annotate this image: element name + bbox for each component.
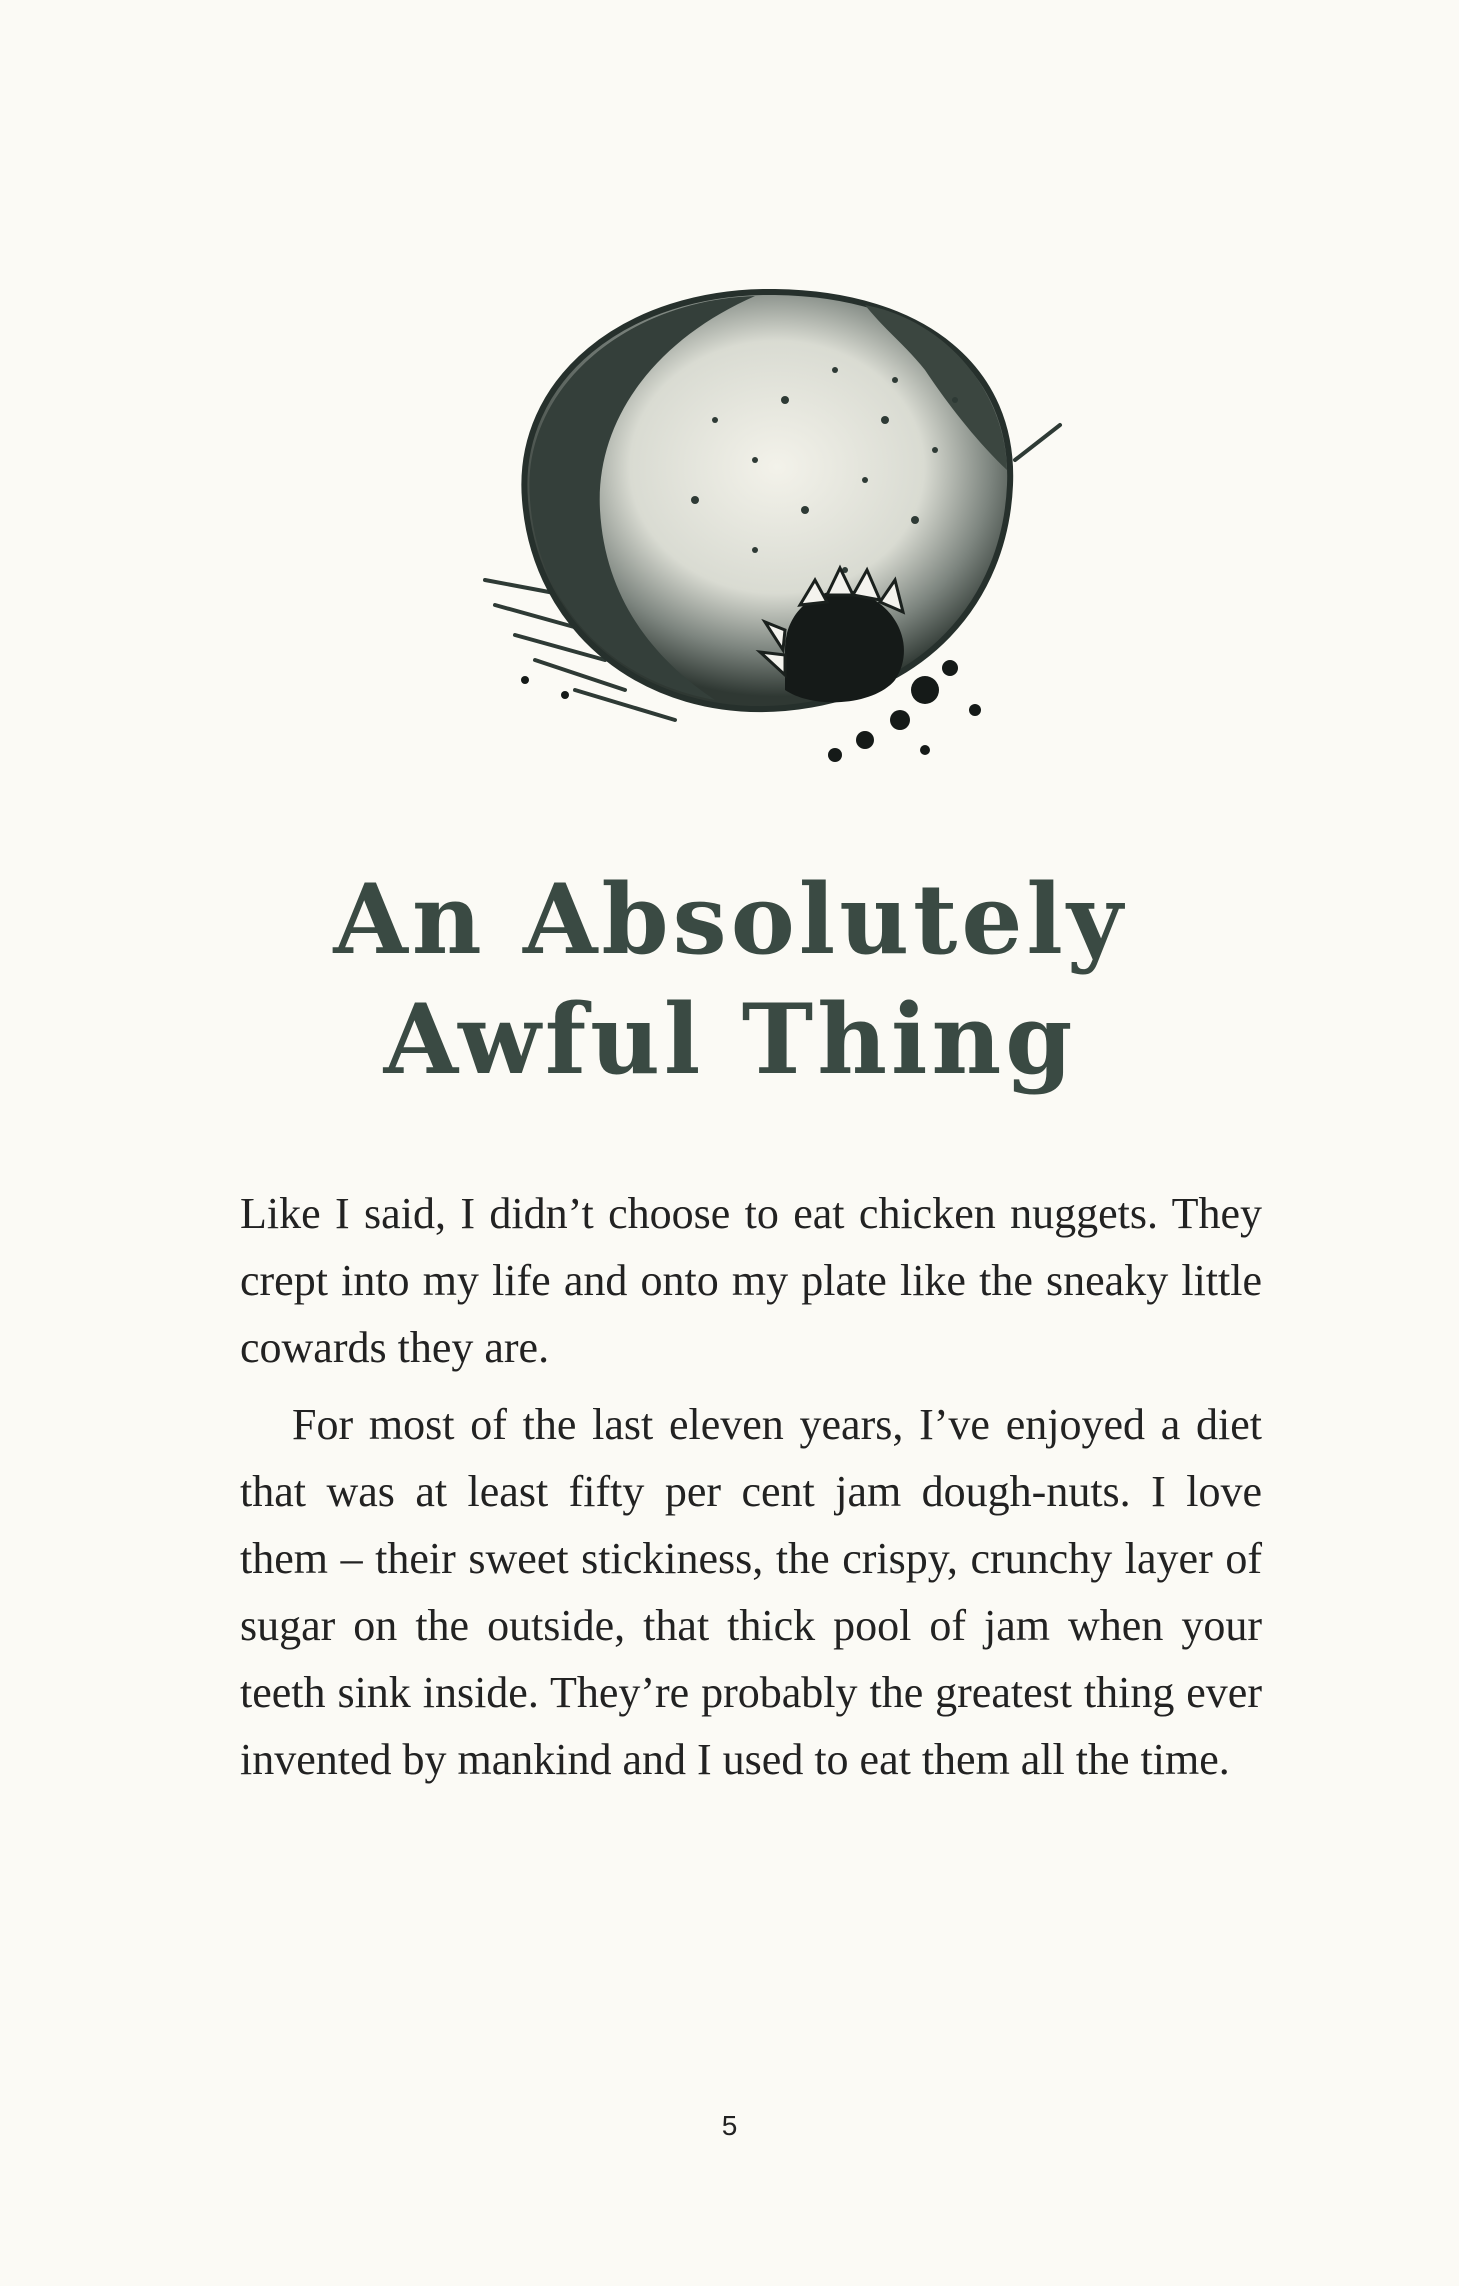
- body-text: [240, 1180, 1262, 1793]
- chapter-title-line-1: An Absolutely: [333, 863, 1127, 976]
- chapter-title-line-2: Awful Thing: [383, 983, 1077, 1096]
- paragraph-2: For most of the last eleven years, I’ve enjoyed a diet that was at least fifty per cent jam dough-nuts. I love them – their sweet stickiness, the crispy, crunchy layer of sugar on the outside, that thick pool of jam when your teeth sink inside. They’re probably the greatest thing ever invented by mankind and I used to eat them all the time.: [240, 1400, 1262, 1784]
- bitten-jam-doughnut-icon: [455, 250, 1075, 780]
- chapter-title: [200, 860, 1260, 1100]
- page-number: 5: [721, 2110, 738, 2141]
- paragraph-1: Like I said, I didn’t choose to eat chicken nuggets. They crept into my life and onto my plate like the sneaky little cowards they are.: [240, 1189, 1262, 1372]
